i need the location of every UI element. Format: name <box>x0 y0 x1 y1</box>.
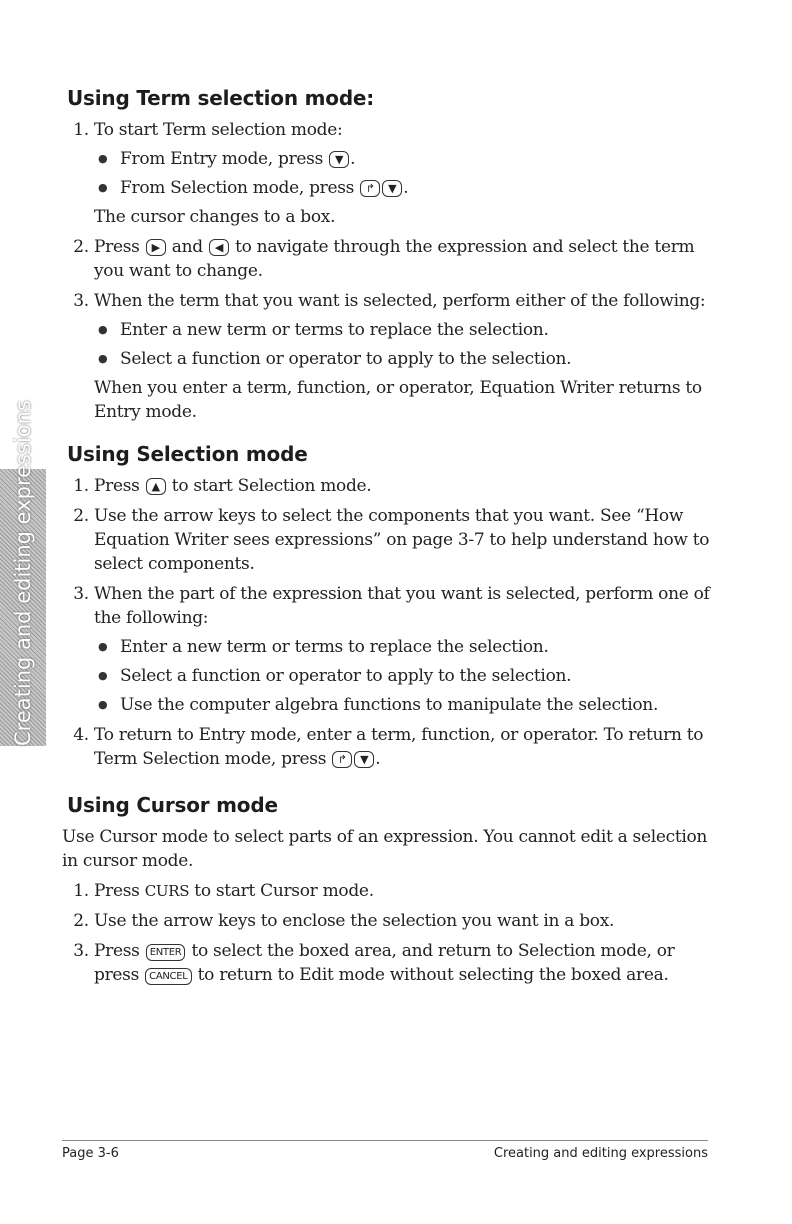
down-arrow-key-icon: ▼ <box>329 151 349 168</box>
step-item <box>94 118 722 229</box>
bullet-item: ● Use the computer algebra functions to manipulate the selection. <box>120 693 722 717</box>
step-item: 2. Use the arrow keys to select the components that you want. See “How Equation Writer sees expressions” on page 3-7 to help understand how to select components. <box>94 504 722 576</box>
left-arrow-key-icon: ◀ <box>209 239 229 256</box>
section-heading-selection: Using Selection mode <box>67 442 308 466</box>
step-text: 3. When the term that you want is selected, perform either of the following: <box>94 291 706 311</box>
step-item: 2. Use the arrow keys to enclose the selection you want in a box. <box>94 909 722 933</box>
chapter-tab-label: Creating and editing expressions <box>11 400 35 746</box>
bullet-item: ● Enter a new term or terms to replace the selection. <box>120 318 722 342</box>
page-content <box>62 86 722 993</box>
step-text: Press <box>94 941 140 961</box>
step-text: to select the boxed area, and return to Selection mode, or press <box>94 941 675 985</box>
step-note: When you enter a term, function, or operator, Equation Writer returns to Entry mode. <box>94 378 702 422</box>
bullet-text: From Entry mode, press <box>120 149 324 169</box>
footer-chapter-title: Creating and editing expressions <box>493 1146 708 1161</box>
section-intro: Use Cursor mode to select parts of an expression. You cannot edit a selection in cursor mode. <box>62 827 708 871</box>
chapter-tab <box>0 400 46 746</box>
step-text: Press <box>94 881 140 901</box>
step-text: 1. To start Term selection mode: <box>94 120 343 140</box>
bullet-item: ● Select a function or operator to apply to the selection. <box>120 664 722 688</box>
step-item <box>94 582 722 717</box>
step-text: to navigate through the expression and select the term you want to change. <box>94 237 695 281</box>
step-text: Press <box>94 476 140 496</box>
step-item <box>94 474 722 498</box>
bullet-list <box>94 318 722 371</box>
step-item <box>94 879 722 903</box>
section-heading-term-selection: Using Term selection mode: <box>67 86 375 110</box>
bullet-item: ● From Entry mode, press ▼ . <box>120 147 722 171</box>
bullet-item: ● Enter a new term or terms to replace the selection. <box>120 635 722 659</box>
step-item <box>94 289 722 424</box>
step-item <box>94 939 722 987</box>
up-arrow-key-icon: ▲ <box>146 478 166 495</box>
step-item: 4. To return to Entry mode, enter a term, function, or operator. To return to Term Selection mode, press ↱ ▼ . <box>94 723 722 771</box>
bullet-list <box>94 635 722 717</box>
bullet-item: ● Select a function or operator to apply to the selection. <box>120 347 722 371</box>
step-text: and <box>171 237 203 257</box>
cancel-key-icon: CANCEL <box>145 968 191 985</box>
section-heading-cursor: Using Cursor mode <box>67 793 278 817</box>
step-text: to return to Edit mode without selecting the boxed area. <box>197 965 669 985</box>
bullet-item: ● From Selection mode, press ↱ ▼ . <box>120 176 722 200</box>
right-shift-key-icon: ↱ <box>332 751 352 768</box>
footer-page-number: Page 3-6 <box>62 1146 119 1161</box>
footer-divider <box>62 1140 708 1141</box>
step-text: 3. When the part of the expression that you want is selected, perform one of the following: <box>94 584 710 628</box>
bullet-text: From Selection mode, press <box>120 178 355 198</box>
steps-term-selection <box>62 118 722 424</box>
right-shift-key-icon: ↱ <box>360 180 380 197</box>
curs-softkey-label: CURS <box>144 882 190 900</box>
down-arrow-key-icon: ▼ <box>382 180 402 197</box>
bullet-list <box>94 147 722 200</box>
down-arrow-key-icon: ▼ <box>354 751 374 768</box>
step-item <box>94 235 722 283</box>
steps-cursor <box>62 879 722 987</box>
step-note: The cursor changes to a box. <box>94 207 336 227</box>
enter-key-icon: ENTER <box>146 944 186 961</box>
right-arrow-key-icon: ▶ <box>146 239 166 256</box>
steps-selection <box>62 474 722 771</box>
step-text: Press <box>94 237 140 257</box>
step-text: to start Selection mode. <box>171 476 372 496</box>
step-text: To return to Entry mode, enter a term, function, or operator. To return to Term Selection mode, press <box>94 725 704 769</box>
step-text: to start Cursor mode. <box>194 881 374 901</box>
